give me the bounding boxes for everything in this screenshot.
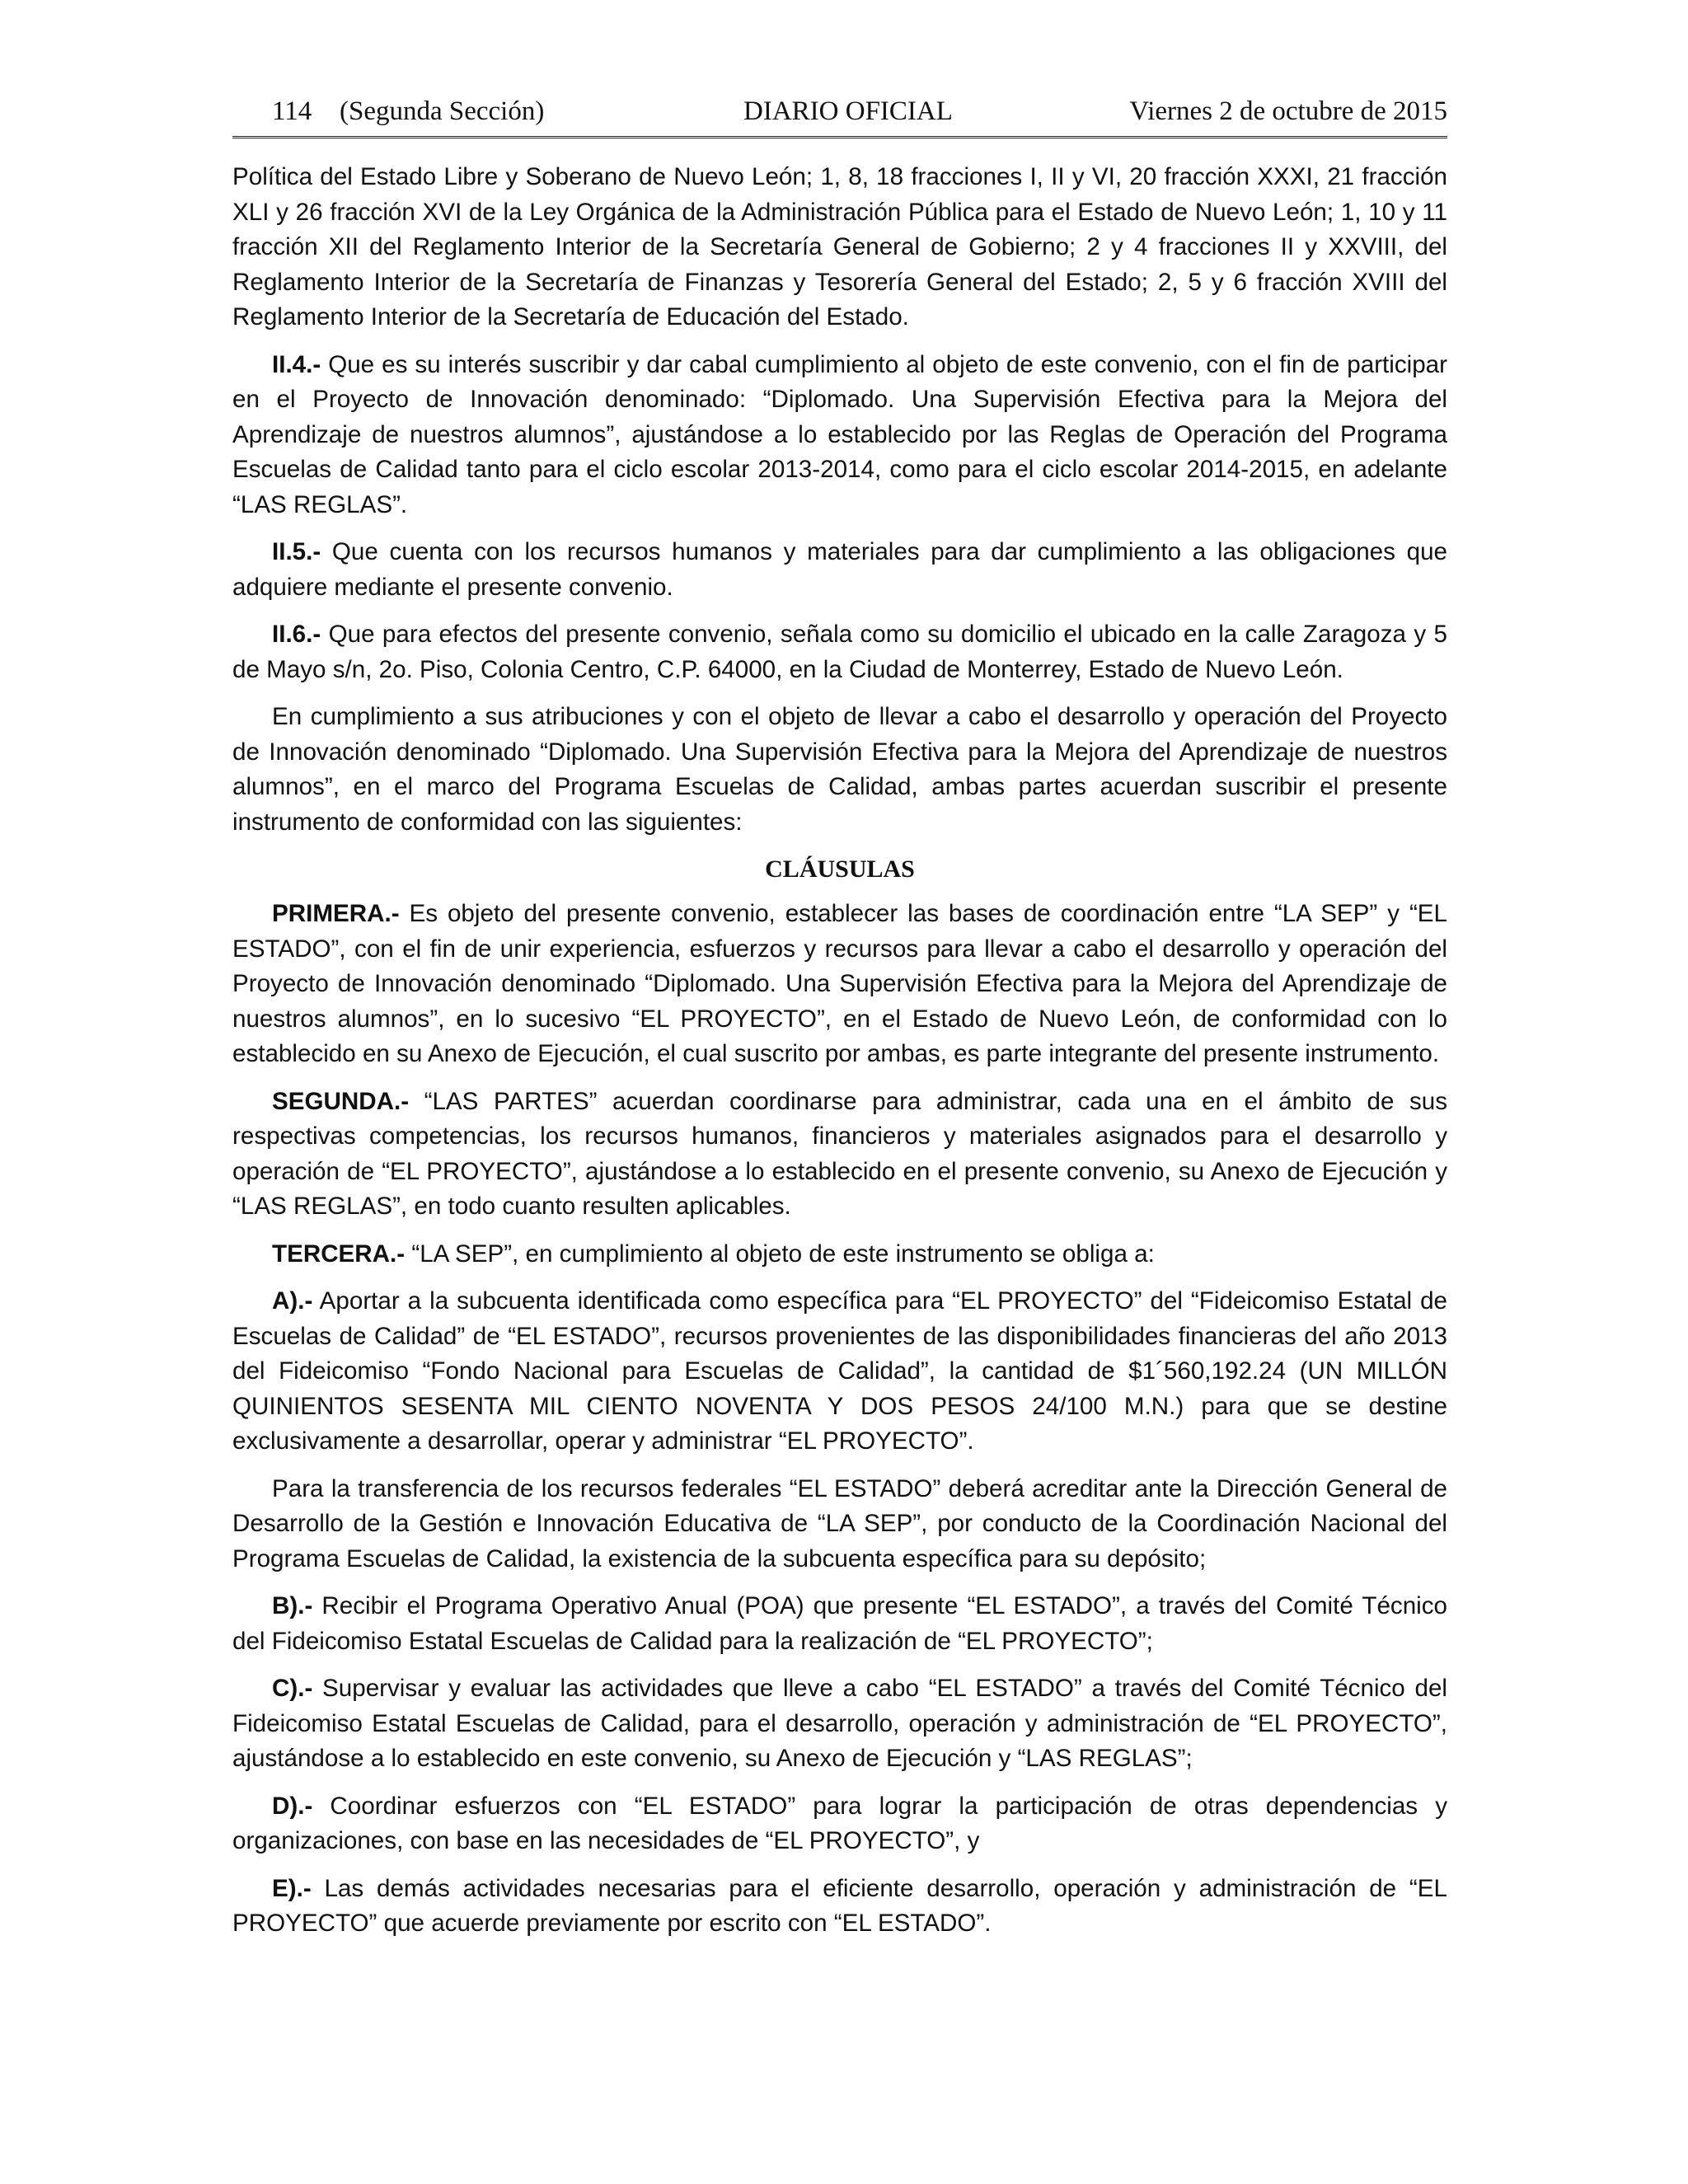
paragraph: Política del Estado Libre y Soberano de Nuevo León; 1, 8, 18 fracciones I, II y VI, 20 fracción XXXI, 21 fracción XLI y 26 fracción XVI de la Ley Orgánica de la Administración Pública para el Estado de Nuevo León; 1, 10 y 11 fracción XII del Reglamento Interior de la Secretaría General de Gobierno; 2 y 4 fracciones II y XXVIII, del Reglamento Interior de la Secretaría de Finanzas y Tesorería General del Estado; 2, 5 y 6 fracción XVIII del Reglamento Interior de la Secretaría de Educación del Estado. xyxy=(232,163,1447,330)
clause-lead: PRIMERA.- xyxy=(272,900,400,927)
paragraph: En cumplimiento a sus atribuciones y con el objeto de llevar a cabo el desarrollo y operación del Proyecto de Innovación denominado “Diplomado. Una Supervisión Efectiva para la Mejora del Aprendizaje de nuestros alumnos”, en el marco del Programa Escuelas de Calidad, ambas partes acuerdan suscribir el presente instrumento de conformidad con las siguientes: xyxy=(232,703,1447,836)
clause-lead: SEGUNDA.- xyxy=(272,1087,410,1115)
paragraph: II.5.- Que cuenta con los recursos humanos y materiales para dar cumplimiento a las obligaciones que adquiere mediante el presente convenio. xyxy=(232,538,1447,601)
clause-lead: E).- xyxy=(272,1874,312,1902)
clause-lead: D).- xyxy=(272,1792,313,1820)
clause: A).- Aportar a la subcuenta identificada como específica para “EL PROYECTO” del “Fideicomiso Estatal de Escuelas de Calidad” de “EL ESTADO”, recursos provenientes de las disponibilidades financieras del año 2013 del Fideicomiso “Fondo Nacional para Escuelas de Calidad”, la cantidad de $1´560,192.24 (UN MILLÓN QUINIENTOS SESENTA MIL CIENTO NOVENTA Y DOS PESOS 24/100 M.N.) para que se destine exclusivamente a desarrollar, operar y administrar “EL PROYECTO”. xyxy=(232,1287,1447,1455)
clause-lead: TERCERA.- xyxy=(272,1240,406,1268)
paragraph: II.6.- Que para efectos del presente convenio, señala como su domicilio el ubicado en la calle Zaragoza y 5 de Mayo s/n, 2o. Piso, Colonia Centro, C.P. 64000, en la Ciudad de Monterrey, Estado de Nuevo León. xyxy=(232,621,1447,683)
document-body xyxy=(232,160,1447,1942)
page-number: 114 xyxy=(272,96,312,126)
section-label: (Segunda Sección) xyxy=(340,96,545,126)
clause: C).- Supervisar y evaluar las actividades que lleve a cabo “EL ESTADO” a través del Comité Técnico del Fideicomiso Estatal Escuelas de Calidad, para el desarrollo, operación y administración de “EL PROYECTO”, ajustándose a lo establecido en este convenio, su Anexo de Ejecución y “LAS REGLAS”; xyxy=(232,1675,1447,1772)
clause: TERCERA.- “LA SEP”, en cumplimiento al objeto de este instrumento se obliga a: xyxy=(272,1240,1155,1268)
clause-lead: C).- xyxy=(272,1675,313,1702)
clause: Para la transferencia de los recursos federales “EL ESTADO” deberá acreditar ante la Dirección General de Desarrollo de la Gestión e Innovación Educativa de “LA SEP”, por conducto de la Coordinación Nacional del Programa Escuelas de Calidad, la existencia de la subcuenta específica para su depósito; xyxy=(232,1474,1447,1572)
publication-date: Viernes 2 de octubre de 2015 xyxy=(1129,96,1447,126)
paragraph-lead: II.4.- xyxy=(272,350,321,378)
clause: B).- Recibir el Programa Operativo Anual (POA) que presente “EL ESTADO”, a través del Comité Técnico del Fideicomiso Estatal Escuelas de Calidad para la realización de “EL PROYECTO”; xyxy=(232,1592,1447,1655)
clause: SEGUNDA.- “LAS PARTES” acuerdan coordinarse para administrar, cada una en el ámbito de sus respectivas competencias, los recursos humanos, financieros y materiales asignados para el desarrollo y operación de “EL PROYECTO”, ajustándose a lo establecido en el presente convenio, su Anexo de Ejecución y “LAS REGLAS”, en todo cuanto resulten aplicables. xyxy=(232,1087,1447,1220)
paragraph-lead: II.5.- xyxy=(272,538,321,565)
paragraph: II.4.- Que es su interés suscribir y dar cabal cumplimiento al objeto de este convenio, con el fin de participar en el Proyecto de Innovación denominado: “Diplomado. Una Supervisión Efectiva para la Mejora del Aprendizaje de nuestros alumnos”, ajustándose a lo establecido por las Reglas de Operación del Programa Escuelas de Calidad tanto para el ciclo escolar 2013-2014, como para el ciclo escolar 2014-2015, en adelante “LAS REGLAS”. xyxy=(232,350,1447,518)
clausulas-heading: CLÁUSULAS xyxy=(765,855,915,883)
publication-title: DIARIO OFICIAL xyxy=(743,96,953,126)
page-header xyxy=(232,95,1447,138)
clause: D).- Coordinar esfuerzos con “EL ESTADO” para lograr la participación de otras dependencias y organizaciones, con base en las necesidades de “EL PROYECTO”, y xyxy=(232,1792,1447,1854)
document-page xyxy=(232,95,1447,1954)
paragraph-lead: II.6.- xyxy=(272,621,321,648)
clause-lead: A).- xyxy=(272,1287,313,1315)
clause-lead: B).- xyxy=(272,1592,313,1619)
clause: PRIMERA.- Es objeto del presente convenio, establecer las bases de coordinación entre “LA SEP” y “EL ESTADO”, con el fin de unir experiencia, esfuerzos y recursos para llevar a cabo el desarrollo y operación del Proyecto de Innovación denominado “Diplomado. Una Supervisión Efectiva para la Mejora del Aprendizaje de nuestros alumnos”, en lo sucesivo “EL PROYECTO”, en el Estado de Nuevo León, de conformidad con lo establecido en su Anexo de Ejecución, el cual suscrito por ambas, es parte integrante del presente instrumento. xyxy=(232,900,1447,1067)
clause: E).- Las demás actividades necesarias para el eficiente desarrollo, operación y administración de “EL PROYECTO” que acuerde previamente por escrito con “EL ESTADO”. xyxy=(232,1874,1447,1937)
